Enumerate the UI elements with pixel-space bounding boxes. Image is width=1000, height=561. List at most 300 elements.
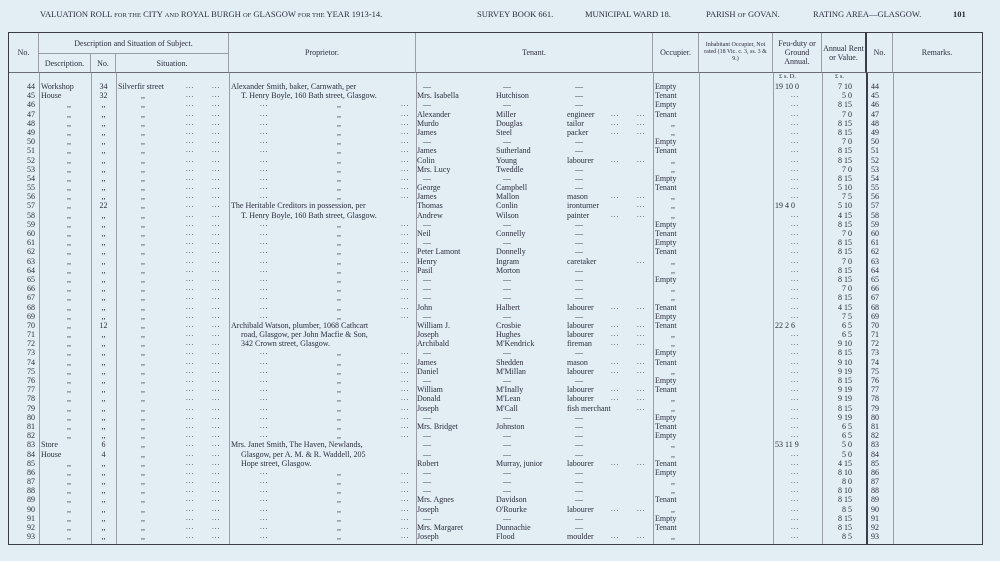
row-number-right: 80 — [871, 412, 879, 422]
row-number: 88 — [27, 486, 35, 496]
description: ,, — [67, 357, 71, 367]
tenant-first-name: James — [417, 192, 437, 202]
situation-dots: ... — [186, 293, 195, 302]
situation: ,, — [141, 155, 145, 165]
row-number: 62 — [27, 247, 35, 257]
house-number: ,, — [101, 247, 106, 257]
proprietor-dots: ... — [260, 311, 269, 320]
feu-duty: ... — [791, 183, 800, 192]
situation-dots: ... — [186, 513, 195, 522]
title-text: PARISH — [706, 9, 736, 19]
table-row — [9, 146, 981, 155]
occupier-status: Tenant — [655, 357, 677, 367]
proprietor-dots: ... — [401, 477, 410, 486]
tenant-first-name: Donald — [417, 394, 441, 404]
proprietor-dots: ... — [401, 127, 410, 136]
situation: ,, — [141, 302, 145, 312]
house-number: ,, — [101, 403, 106, 413]
tenant-first-name: John — [417, 302, 433, 312]
header-no-2: No. — [867, 33, 893, 73]
table-row — [9, 266, 981, 275]
tenant-occupation: — — [575, 82, 583, 91]
situation-dots: ... — [186, 91, 195, 100]
row-number: 67 — [27, 293, 35, 303]
proprietor-ditto: ,, — [337, 274, 341, 284]
annual-rent: 7 0 — [842, 229, 852, 238]
tenant-first-name: — — [423, 431, 431, 441]
tenant-surname: O'Rourke — [496, 504, 527, 514]
tenant-surname: M'Inally — [496, 385, 524, 395]
proprietor-dots: ... — [401, 155, 410, 164]
tenant-surname: — — [503, 513, 511, 523]
house-number: 12 — [99, 320, 108, 330]
feu-duty: ... — [791, 91, 800, 100]
table-row — [9, 211, 981, 220]
row-number-right: 69 — [871, 311, 879, 321]
tenant-occupation: — — [575, 311, 583, 321]
feu-duty: ... — [791, 192, 800, 201]
situation: ,, — [141, 210, 145, 220]
house-number: ,, — [101, 265, 106, 275]
row-number: 79 — [27, 403, 35, 413]
situation: ,, — [141, 532, 145, 542]
house-number: ,, — [101, 495, 106, 505]
table-row — [9, 238, 981, 247]
description: ,, — [67, 229, 71, 238]
feu-duty: 53 11 9 — [775, 440, 799, 450]
tenant-first-name: Mrs. Bridget — [417, 421, 458, 431]
proprietor-dots: ... — [401, 109, 410, 118]
row-number-right: 48 — [871, 118, 879, 128]
occupier-status: Empty — [655, 219, 677, 229]
occupier-status: Empty — [655, 238, 677, 248]
row-number: 68 — [27, 302, 35, 312]
feu-duty: ... — [791, 173, 800, 182]
occupation-dots: ... — [611, 366, 620, 375]
proprietor-ditto: ,, — [337, 477, 341, 487]
tenant-first-name: Murdo — [417, 118, 439, 128]
situation-dots: ... — [186, 274, 195, 283]
house-number: ,, — [101, 376, 106, 385]
proprietor-ditto: ,, — [337, 155, 341, 165]
situation-dots: ... — [212, 302, 221, 311]
proprietor: Alexander Smith, baker, Carnwath, per — [231, 82, 357, 91]
title-text: OF — [242, 12, 252, 19]
proprietor-dots: ... — [401, 421, 410, 430]
proprietor-dots: ... — [260, 366, 269, 375]
situation-dots: ... — [212, 513, 221, 522]
proprietor-dots: ... — [401, 394, 410, 403]
annual-rent: 8 15 — [838, 265, 852, 275]
situation-dots: ... — [186, 127, 195, 136]
situation: ,, — [141, 357, 145, 367]
tenant-first-name: Mrs. Isabella — [417, 91, 459, 101]
feu-units: £ s. D. — [779, 73, 796, 80]
table-row — [9, 339, 981, 348]
feu-duty: ... — [791, 219, 800, 228]
table-row — [9, 532, 981, 541]
table-row — [9, 110, 981, 119]
annual-rent: 8 15 — [838, 293, 852, 303]
proprietor-dots: ... — [401, 486, 410, 495]
situation: ,, — [141, 320, 145, 330]
house-number: ,, — [101, 366, 106, 376]
tenant-surname: Mallon — [496, 192, 520, 202]
table-row — [9, 495, 981, 504]
occupation-dots: ... — [611, 394, 620, 403]
description: ,, — [67, 210, 71, 220]
tenant-first-name: James — [417, 127, 437, 137]
table-row — [9, 486, 981, 495]
description: ,, — [67, 265, 71, 275]
situation: ,, — [141, 467, 145, 477]
row-number: 66 — [27, 284, 35, 294]
proprietor-dots: ... — [260, 385, 269, 394]
tenant-occupation: labourer — [567, 458, 594, 468]
row-number-right: 66 — [871, 284, 879, 294]
tenant-occupation: — — [575, 137, 583, 147]
tenant-first-name: — — [423, 440, 431, 450]
tenant-occupation: labourer — [567, 394, 594, 404]
situation-dots: ... — [212, 82, 221, 90]
proprietor-dots: ... — [401, 431, 410, 440]
proprietor-dots: ... — [260, 146, 269, 155]
table-row — [9, 348, 981, 357]
feu-duty: 19 4 0 — [775, 201, 795, 211]
situation: ,, — [141, 238, 145, 248]
situation: ,, — [141, 412, 145, 422]
tenant-occupation: — — [575, 495, 583, 505]
situation: ,, — [141, 376, 145, 385]
table-row — [9, 330, 981, 339]
annual-rent: 7 0 — [842, 256, 852, 266]
proprietor-dots: ... — [260, 421, 269, 430]
table-row — [9, 367, 981, 376]
tenant-first-name: Mrs. Lucy — [417, 164, 451, 174]
house-number: ,, — [101, 109, 106, 119]
proprietor-dots: ... — [401, 173, 410, 182]
tenant-occupation: — — [575, 421, 583, 431]
situation: ,, — [141, 504, 145, 514]
annual-rent: 8 15 — [838, 100, 852, 110]
tenant-first-name: — — [423, 467, 431, 477]
annual-rent: 6 5 — [842, 431, 852, 441]
situation: ,, — [141, 523, 145, 532]
annual-rent: 8 15 — [838, 146, 852, 156]
description: ,, — [67, 394, 71, 404]
tenant-occupation: painter — [567, 210, 590, 220]
situation-dots: ... — [212, 495, 221, 504]
annual-rent: 9 19 — [838, 385, 852, 395]
annual-rent: 7 10 — [838, 82, 852, 91]
feu-duty: ... — [791, 229, 800, 237]
occupier-status: ,, — [671, 330, 675, 340]
situation-dots: ... — [212, 403, 221, 412]
situation-dots: ... — [186, 376, 195, 384]
situation-dots: ... — [186, 412, 195, 421]
row-number: 82 — [27, 431, 35, 441]
tenant-occupation: — — [575, 376, 583, 385]
row-number: 55 — [27, 183, 35, 193]
occupation-dots: ... — [637, 210, 646, 219]
proprietor-dots: ... — [260, 504, 269, 513]
situation-dots: ... — [186, 118, 195, 127]
feu-duty: ... — [791, 137, 800, 146]
situation-dots: ... — [212, 504, 221, 513]
row-number-right: 70 — [871, 320, 879, 330]
situation: ,, — [141, 127, 145, 137]
situation: ,, — [141, 146, 145, 156]
situation-dots: ... — [186, 385, 195, 394]
house-number: ,, — [101, 137, 106, 147]
row-number-right: 68 — [871, 302, 879, 312]
annual-rent: 8 5 — [842, 532, 852, 542]
feu-duty: ... — [791, 302, 800, 311]
tenant-occupation: — — [575, 164, 583, 174]
row-number-right: 49 — [871, 127, 879, 137]
row-number-right: 64 — [871, 265, 879, 275]
proprietor-ditto: ,, — [337, 137, 341, 147]
proprietor-dots: ... — [260, 265, 269, 274]
tenant-occupation: — — [575, 523, 583, 532]
feu-duty: ... — [791, 504, 800, 513]
occupation-dots: ... — [611, 118, 620, 127]
proprietor-dots: ... — [401, 100, 410, 109]
situation: ,, — [141, 477, 145, 487]
description: ,, — [67, 164, 71, 174]
row-number: 93 — [27, 532, 35, 542]
occupation-dots: ... — [637, 339, 646, 348]
tenant-first-name: — — [423, 513, 431, 523]
situation-dots: ... — [212, 449, 221, 458]
title-text: OF — [737, 12, 746, 19]
situation: ,, — [141, 284, 145, 294]
row-number: 74 — [27, 357, 35, 367]
tenant-surname: M'Lean — [496, 394, 521, 404]
occupier-status: ,, — [671, 486, 675, 496]
situation: ,, — [141, 293, 145, 303]
tenant-occupation: — — [575, 219, 583, 229]
occupier-status: ,, — [671, 394, 675, 404]
proprietor-ditto: ,, — [337, 118, 341, 128]
house-number: ,, — [101, 486, 106, 496]
proprietor-dots: ... — [260, 137, 269, 146]
row-number: 51 — [27, 146, 35, 156]
situation-dots: ... — [212, 385, 221, 394]
proprietor-dots: ... — [260, 100, 269, 109]
occupier-status: Tenant — [655, 385, 677, 395]
table-row — [9, 100, 981, 109]
proprietor-dots: ... — [401, 229, 410, 237]
occupation-dots: ... — [611, 504, 620, 513]
situation-dots: ... — [212, 486, 221, 495]
feu-duty: ... — [791, 467, 800, 476]
house-number: ,, — [101, 274, 106, 284]
proprietor-dots: ... — [260, 238, 269, 247]
table-row — [9, 450, 981, 459]
situation-dots: ... — [212, 146, 221, 155]
row-number: 58 — [27, 210, 35, 220]
row-number: 87 — [27, 477, 35, 487]
tenant-first-name: Archibald — [417, 339, 449, 349]
tenant-first-name: James — [417, 146, 437, 156]
feu-duty: ... — [791, 274, 800, 283]
house-number: ,, — [101, 467, 106, 477]
tenant-surname: Shedden — [496, 357, 524, 367]
tenant-surname: — — [503, 82, 511, 91]
table-row — [9, 91, 981, 100]
situation-dots: ... — [212, 274, 221, 283]
feu-duty: ... — [791, 385, 800, 394]
situation: ,, — [141, 164, 145, 174]
situation-dots: ... — [212, 440, 221, 449]
description: ,, — [67, 532, 71, 542]
row-number-right: 76 — [871, 376, 879, 385]
row-number-right: 46 — [871, 100, 879, 110]
row-number-right: 91 — [871, 513, 879, 523]
title-text: GLASGOW — [253, 9, 296, 19]
occupier-status: Tenant — [655, 495, 677, 505]
row-number-right: 61 — [871, 238, 879, 248]
tenant-first-name: — — [423, 412, 431, 422]
tenant-occupation: — — [575, 293, 583, 303]
row-number-right: 84 — [871, 449, 879, 459]
proprietor: Mrs. Janet Smith, The Haven, Newlands, — [231, 440, 363, 450]
house-number: ,, — [101, 513, 106, 523]
proprietor-ditto: ,, — [337, 467, 341, 477]
proprietor-dots: ... — [401, 495, 410, 504]
row-number: 57 — [27, 201, 35, 211]
situation-dots: ... — [186, 229, 195, 237]
situation-dots: ... — [212, 91, 221, 100]
situation-dots: ... — [212, 412, 221, 421]
house-number: ,, — [101, 357, 106, 367]
tenant-first-name: Andrew — [417, 210, 443, 220]
occupation-dots: ... — [637, 504, 646, 513]
table-row — [9, 321, 981, 330]
situation: ,, — [141, 100, 145, 110]
proprietor-ditto: ,, — [337, 183, 341, 193]
situation-dots: ... — [186, 458, 195, 467]
proprietor-dots: ... — [401, 311, 410, 320]
description: ,, — [67, 118, 71, 128]
situation-dots: ... — [186, 523, 195, 531]
situation-dots: ... — [186, 477, 195, 486]
situation: Silverfir street — [118, 82, 164, 91]
description: ,, — [67, 412, 71, 422]
situation-dots: ... — [186, 100, 195, 109]
occupation-dots: ... — [637, 155, 646, 164]
proprietor: T. Henry Boyle, 160 Bath street, Glasgow. — [241, 91, 377, 101]
occupation-dots: ... — [611, 357, 620, 366]
proprietor-dots: ... — [401, 118, 410, 127]
title-text: AND — [164, 12, 179, 19]
row-number-right: 71 — [871, 330, 879, 340]
situation-dots: ... — [186, 532, 195, 541]
situation-dots: ... — [186, 238, 195, 247]
annual-rent: 5 0 — [842, 91, 852, 101]
situation: ,, — [141, 403, 145, 413]
annual-rent: 7 0 — [842, 137, 852, 147]
occupier-status: ,, — [671, 192, 675, 202]
table-row — [9, 156, 981, 165]
house-number: ,, — [101, 100, 106, 110]
proprietor-dots: ... — [401, 164, 410, 173]
table-row — [9, 201, 981, 210]
tenant-first-name: — — [423, 274, 431, 284]
description: ,, — [67, 458, 71, 468]
situation-dots: ... — [212, 155, 221, 164]
row-number-right: 72 — [871, 339, 879, 349]
row-number-right: 59 — [871, 219, 879, 229]
table-row — [9, 247, 981, 256]
proprietor-dots: ... — [260, 495, 269, 504]
parish — [706, 8, 780, 22]
row-number-right: 93 — [871, 532, 879, 542]
situation-dots: ... — [212, 366, 221, 375]
proprietor-dots: ... — [260, 183, 269, 192]
proprietor-dots: ... — [401, 219, 410, 228]
feu-duty: ... — [791, 523, 800, 531]
tenant-surname: Morton — [496, 265, 520, 275]
proprietor-dots: ... — [401, 376, 410, 384]
tenant-surname: — — [503, 274, 511, 284]
proprietor-dots: ... — [401, 192, 410, 201]
header-description: Description. — [39, 53, 91, 73]
tenant-surname: — — [503, 173, 511, 183]
row-number-right: 55 — [871, 183, 879, 193]
tenant-surname: Conlin — [496, 201, 518, 211]
feu-duty: ... — [791, 256, 800, 265]
description: ,, — [67, 523, 71, 532]
tenant-surname: Ingram — [496, 256, 520, 266]
tenant-occupation: labourer — [567, 330, 594, 340]
situation-dots: ... — [186, 348, 195, 357]
tenant-surname: Wilson — [496, 210, 519, 220]
tenant-surname: Murray, junior — [496, 458, 543, 468]
row-number: 72 — [27, 339, 35, 349]
header-feu-duty: Feu-duty or Ground Annual. — [773, 33, 822, 73]
situation-dots: ... — [186, 366, 195, 375]
tenant-occupation: — — [575, 274, 583, 284]
occupier-status: Tenant — [655, 247, 677, 257]
tenant-surname: Sutherland — [496, 146, 531, 156]
situation-dots: ... — [212, 330, 221, 339]
house-number: ,, — [101, 532, 106, 542]
feu-duty: 22 2 6 — [775, 320, 795, 330]
row-number-right: 47 — [871, 109, 879, 119]
description: ,, — [67, 403, 71, 413]
proprietor-dots: ... — [260, 523, 269, 531]
annual-rent: 4 15 — [838, 210, 852, 220]
proprietor-dots: ... — [260, 173, 269, 182]
occupier-status: ,, — [671, 339, 675, 349]
tenant-surname: — — [503, 100, 511, 110]
table-row — [9, 523, 981, 532]
annual-rent: 7 0 — [842, 164, 852, 174]
description: ,, — [67, 385, 71, 395]
house-number: 4 — [101, 449, 106, 459]
situation: ,, — [141, 201, 145, 211]
occupier-status: Empty — [655, 376, 677, 385]
situation: ,, — [141, 366, 145, 376]
house-number: ,, — [101, 412, 106, 422]
annual-rent: 8 15 — [838, 348, 852, 358]
proprietor-ditto: ,, — [337, 256, 341, 266]
feu-duty: ... — [791, 495, 800, 504]
proprietor-dots: ... — [401, 256, 410, 265]
row-number: 45 — [27, 91, 35, 101]
